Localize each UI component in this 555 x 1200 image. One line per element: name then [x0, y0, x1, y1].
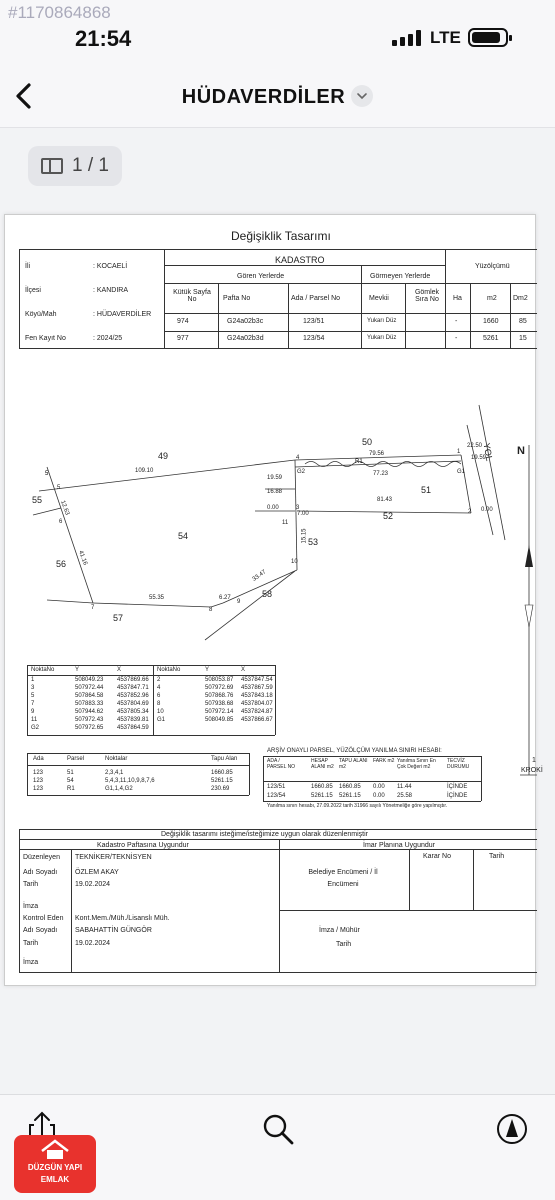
coord-cell: 4537804.69: [117, 701, 149, 707]
network-type: LTE: [430, 28, 461, 47]
coord-cell: 4537804.07: [241, 701, 273, 707]
row1-kutuk: 974: [177, 318, 189, 325]
dist-16: 16.88: [267, 489, 283, 495]
parcel-cell: 1660.85: [211, 770, 233, 776]
kroki-number: 1: [532, 757, 536, 764]
coord-cell: 508049.23: [75, 677, 104, 683]
dist-0b: 0.00: [481, 507, 493, 513]
col-ada-parsel: Ada / Parsel No: [291, 295, 341, 302]
coord-header: X: [117, 667, 122, 673]
battery-icon: [468, 28, 508, 47]
dist-41: 41.16: [77, 549, 88, 567]
signature-label: İmza: [23, 959, 39, 966]
point-7: 7: [91, 605, 95, 611]
parcel-header: Ada: [33, 756, 44, 762]
imar-uygun: İmar Planına Uygundur: [363, 842, 435, 849]
brand-line2: EMLAK: [40, 1175, 70, 1184]
info-label-fen: Fen Kayıt No: [25, 335, 66, 342]
dist-15: 15.15: [301, 528, 308, 544]
listing-id-overlay: #1170864868: [8, 3, 111, 22]
coord-cell: 507972.44: [75, 685, 104, 691]
col-gomlek: Gömlek Sıra No: [414, 289, 440, 303]
coord-cell: 6: [157, 693, 161, 699]
signature-value: 19.02.2024: [75, 881, 111, 888]
coord-cell: 507972.43: [75, 717, 104, 723]
coord-cell: 2: [157, 677, 161, 683]
col-mevkii: Mevkii: [369, 295, 389, 302]
coord-cell: 507944.62: [75, 709, 104, 715]
coord-cell: 8: [157, 701, 161, 707]
point-4: 4: [296, 455, 300, 461]
page-count: 1 / 1: [72, 155, 109, 176]
coord-cell: G2: [31, 725, 40, 731]
row2-ha: -: [455, 335, 458, 342]
coord-cell: 1: [31, 677, 35, 683]
coord-cell: 9: [31, 709, 35, 715]
brand-logo: [14, 1135, 96, 1193]
row2-m2: 5261: [483, 335, 499, 342]
dist-12: 12.63: [59, 499, 70, 517]
coord-header: Y: [75, 667, 80, 673]
info-value-fen: : 2024/25: [93, 335, 123, 342]
col-dm2: Dm2: [513, 295, 528, 302]
coord-cell: 507972.14: [205, 709, 234, 715]
point-5: 5: [57, 485, 61, 491]
parcel-header: Noktalar: [105, 756, 128, 762]
parcel-53: 53: [308, 537, 319, 547]
coord-header: Y: [205, 667, 210, 673]
document-page: [4, 214, 543, 986]
dist-22: 22.50: [467, 443, 483, 449]
dist-19a: 19.59: [471, 455, 487, 461]
coord-cell: 508053.87: [205, 677, 234, 683]
point-g1: G1: [457, 469, 466, 475]
markup-button[interactable]: [492, 1109, 532, 1149]
info-label-koy: Köyü/Mah: [25, 311, 57, 318]
coord-cell: 4537867.59: [241, 685, 273, 691]
signature-label: Düzenleyen: [23, 854, 60, 861]
dist-81: 81.43: [377, 497, 393, 503]
arsiv-cell: 11.44: [397, 784, 412, 790]
arsiv-header: ADA / PARSEL NO: [267, 758, 296, 770]
point-8: 8: [209, 607, 213, 613]
search-icon: [258, 1109, 298, 1149]
coord-cell: 4537847.71: [117, 685, 149, 691]
arsiv-title: ARŞİV ONAYLI PARSEL, YÜZÖLÇÜM YANILMA SINIRI HESABI:: [267, 748, 442, 754]
parcel-51: 51: [421, 485, 432, 495]
dist-7: 7.00: [297, 511, 309, 517]
signature-value: Kont.Mem./Müh./Lisanslı Müh.: [75, 915, 170, 922]
parcel-cell: 5,4,3,11,10,9,8,7,6: [105, 778, 155, 784]
parcel-cell: 51: [67, 770, 74, 776]
col-kutuk: Kütük Sayfa No: [173, 289, 211, 303]
parcel-57: 57: [113, 613, 124, 623]
kroki-label: KROKİ: [521, 767, 543, 774]
parcel-cell: R1: [67, 786, 75, 792]
arsiv-cell: 25.58: [397, 793, 413, 799]
signal-icon: [392, 30, 422, 46]
coord-cell: 4537869.66: [117, 677, 149, 683]
markup-pen-icon: [492, 1109, 532, 1149]
arsiv-cell: 1660.85: [339, 784, 361, 790]
coord-cell: 507938.68: [205, 701, 234, 707]
coord-cell: 10: [157, 709, 164, 715]
coord-cell: 507972.69: [205, 685, 234, 691]
brand-line1: DÜZGÜN YAPI: [27, 1163, 83, 1172]
footer-statement: Değişiklik tasarımı isteğime/isteğimize uygun olarak düzenlenmiştir: [161, 831, 368, 838]
signature-value: 19.02.2024: [75, 940, 111, 947]
coord-cell: 5: [31, 693, 35, 699]
parcel-cell: G1,1,4,G2: [105, 786, 133, 792]
dist-79: 79.56: [369, 451, 385, 457]
gormeyen-heading: Görmeyen Yerlerde: [370, 273, 431, 280]
parcel-header: Parsel: [67, 756, 85, 762]
dist-6: 6.27: [219, 595, 231, 601]
info-value-ilce: : KANDIRA: [93, 287, 129, 294]
point-r1: R1: [355, 459, 363, 465]
karar-no-header: Karar No: [423, 853, 452, 860]
coord-cell: 507868.76: [205, 693, 234, 699]
parcel-55: 55: [32, 495, 43, 505]
row1-dm2: 85: [519, 318, 527, 325]
north-label: N: [517, 445, 525, 457]
row2-dm2: 15: [519, 335, 527, 342]
coord-cell: 4537843.18: [241, 693, 273, 699]
arsiv-header: FARK m2: [373, 758, 395, 764]
signature-label: Tarih: [23, 940, 39, 947]
kadastro-uygun: Kadastro Paftasına Uygundur: [97, 842, 189, 849]
row1-ada: 123/51: [303, 318, 325, 325]
arsiv-cell: 1660.85: [311, 784, 333, 790]
arsiv-cell: 0.00: [373, 793, 385, 799]
signature-value: ÖZLEM AKAY: [75, 869, 119, 876]
info-value-il: : KOCAELİ: [93, 263, 128, 270]
parcel-52: 52: [383, 511, 394, 521]
row2-pafta: G24a02b3d: [227, 335, 264, 342]
parcel-header: Tapu Alan: [211, 756, 238, 762]
page-indicator[interactable]: [28, 146, 122, 186]
arsiv-cell: İÇİNDE: [447, 793, 468, 799]
belediye-label: Belediye Encümeni / İl Encümeni: [308, 869, 378, 888]
arsiv-note: Yanılma sınırı hesabı, 27.09.2022 tarih 31966 sayılı Yönetmeliğe göre yapılmıştır.: [267, 803, 448, 809]
point-3: 3: [296, 505, 300, 511]
row1-pafta: G24a02b3c: [227, 318, 264, 325]
parcel-cell: 123: [33, 770, 44, 776]
dist-77: 77.23: [373, 471, 389, 477]
parcel-54: 54: [178, 531, 189, 541]
row1-ha: -: [455, 318, 458, 325]
row1-mevkii: Yukarı Düz: [367, 318, 397, 324]
parcel-cell: 5261.15: [211, 778, 233, 784]
dist-55: 55.35: [149, 595, 165, 601]
point-1: 1: [457, 449, 461, 455]
arsiv-cell: İÇİNDE: [447, 784, 468, 790]
chevron-down-icon[interactable]: [351, 85, 373, 107]
row2-mevkii: Yukarı Düz: [367, 335, 397, 341]
arsiv-cell: 123/54: [267, 793, 286, 799]
signature-label: İmza: [23, 903, 39, 910]
info-label-il: İli: [25, 263, 31, 270]
nav-title: HÜDAVERDİLER: [181, 86, 346, 108]
col-pafta: Pafta No: [223, 295, 251, 302]
coord-cell: 4537866.67: [241, 717, 273, 723]
point-9: 9: [237, 599, 241, 605]
parcel-cell: 54: [67, 778, 74, 784]
signature-label: Adı Soyadı: [23, 869, 58, 876]
tarih-header: Tarih: [489, 853, 505, 860]
signature-value: SABAHATTİN GÜNGÖR: [75, 927, 152, 934]
col-ha: Ha: [453, 295, 462, 302]
coord-cell: 4537847.54: [241, 677, 273, 683]
doc-title: Değişiklik Tasarımı: [231, 229, 331, 243]
arsiv-cell: 5261.15: [311, 793, 333, 799]
point-g2: G2: [297, 469, 306, 475]
parcel-cell: 2,3,4,1: [105, 770, 124, 776]
point-10: 10: [291, 559, 298, 565]
coord-cell: 4: [157, 685, 161, 691]
signature-label: Adı Soyadı: [23, 927, 58, 934]
info-value-koy: : HÜDAVERDİLER: [93, 311, 152, 318]
point-11: 11: [282, 520, 289, 526]
search-button[interactable]: [258, 1109, 298, 1149]
tarih2-label: Tarih: [336, 941, 352, 948]
coord-cell: 3: [31, 685, 35, 691]
coord-cell: 508049.85: [205, 717, 234, 723]
nav-title-wrap[interactable]: [0, 86, 555, 109]
nav-bar: [0, 64, 555, 128]
col-m2: m2: [487, 295, 497, 302]
arsiv-cell: 123/51: [267, 784, 286, 790]
coord-cell: 507864.58: [75, 693, 104, 699]
arsiv-header: Yanılma Sınırı En Çok Değeri m2: [397, 758, 436, 770]
status-time: 21:54: [75, 26, 132, 51]
point-6: 6: [59, 519, 63, 525]
dist-0a: 0.00: [267, 505, 279, 511]
yuzolcumu-heading: Yüzölçümü: [475, 263, 510, 270]
coord-cell: G1: [157, 717, 166, 723]
row2-kutuk: 977: [177, 335, 189, 342]
road-label: YOL: [481, 442, 495, 462]
signature-value: TEKNİKER/TEKNİSYEN: [75, 854, 152, 861]
parcel-cell: 123: [33, 786, 44, 792]
imza-muhur-label: İmza / Mühür: [319, 927, 360, 934]
coord-cell: 507883.33: [75, 701, 104, 707]
arsiv-cell: 5261.15: [339, 793, 361, 799]
coord-cell: 4537852.96: [117, 693, 149, 699]
coord-cell: 4537805.34: [117, 709, 149, 715]
coord-header: X: [241, 667, 246, 673]
parcel-58: 58: [262, 589, 273, 599]
parcel-50: 50: [362, 437, 373, 447]
dist-109: 109.10: [135, 468, 154, 474]
arsiv-header: TECVİZ DURUMU: [447, 758, 470, 770]
coord-cell: 7: [31, 701, 35, 707]
arsiv-cell: 0.00: [373, 784, 385, 790]
row1-m2: 1660: [483, 318, 499, 325]
signature-label: Tarih: [23, 881, 39, 888]
coord-cell: 11: [31, 717, 38, 723]
row2-ada: 123/54: [303, 335, 325, 342]
dist-33: 33.47: [251, 569, 268, 583]
kadastro-heading: KADASTRO: [275, 255, 325, 265]
parcel-cell: 123: [33, 778, 44, 784]
goren-heading: Gören Yerlerde: [237, 273, 285, 280]
sidebar-icon: [41, 158, 63, 174]
svg-text:5: 5: [45, 471, 49, 477]
coord-cell: 4537839.81: [117, 717, 149, 723]
dist-19b: 19.59: [267, 475, 283, 481]
parcel-56: 56: [56, 559, 67, 569]
coord-header: NoktaNo: [157, 667, 181, 673]
coord-header: NoktaNo: [31, 667, 55, 673]
house-logo-icon: [40, 1139, 70, 1161]
info-label-ilce: İlçesi: [25, 287, 41, 294]
parcel-49: 49: [158, 451, 169, 461]
arsiv-header: TAPU ALANI m2: [339, 758, 368, 770]
point-2: 2: [468, 509, 472, 515]
parcel-cell: 230.69: [211, 786, 230, 792]
coord-cell: 4537824.87: [241, 709, 273, 715]
coord-cell: 507972.65: [75, 725, 104, 731]
coord-cell: 4537864.59: [117, 725, 149, 731]
arsiv-header: HESAP ALANI m2: [311, 758, 334, 770]
signature-label: Kontrol Eden: [23, 915, 64, 922]
